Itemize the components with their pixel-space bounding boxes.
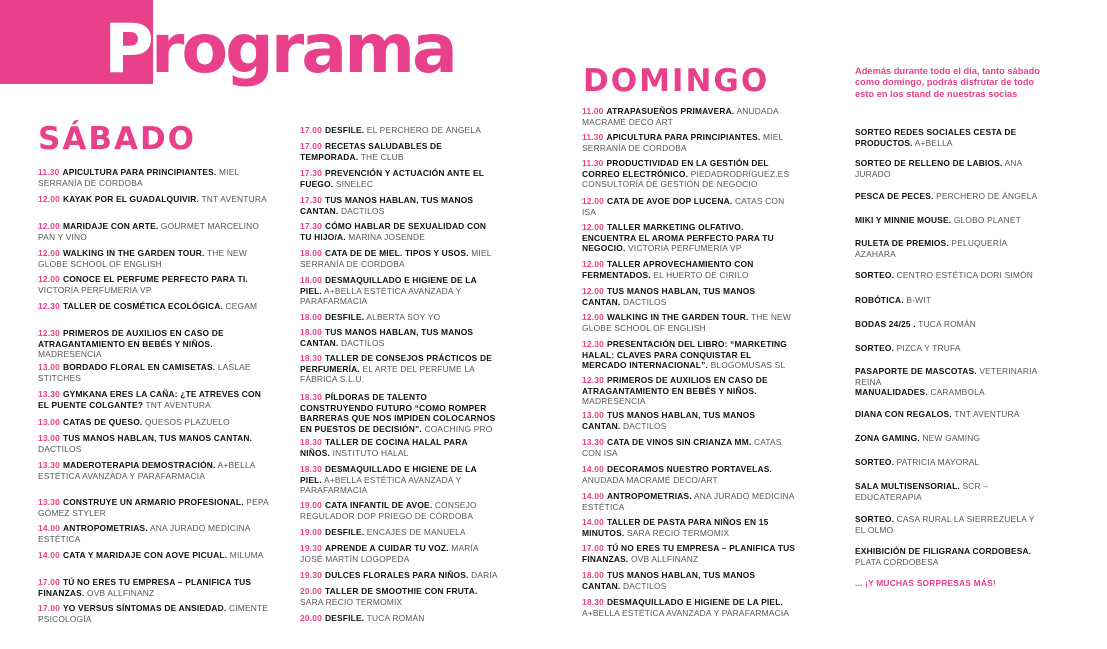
schedule-item: [855, 481, 1040, 502]
event-title: CÓMO HABLAR DE SEXUALIDAD CON TU HIJO/A.: [300, 221, 487, 242]
event-time: 18.30: [300, 392, 322, 402]
event-time: 12.00: [38, 194, 60, 204]
schedule-item: [855, 158, 1040, 179]
event-title: MIKI Y MINNIE MOUSE.: [855, 215, 952, 225]
event-title: TALLER DE CONSEJOS PRÁCTICOS DE PERFUMERÍA.: [300, 353, 493, 374]
event-host: INSTITUTO HALAL: [332, 447, 409, 458]
event-host: TNT AVENTURA: [201, 194, 267, 204]
schedule-item: [582, 158, 796, 190]
event-host: TNT AVENTURA: [145, 399, 211, 410]
event-host: CATAS CON ISA: [582, 437, 782, 458]
event-title: TÚ NO ERES TU EMPRESA – PLANIFICA TUS FINANZAS.: [38, 577, 252, 598]
schedule-item: [582, 570, 796, 591]
event-title: SORTEO DE RELLENO DE LABIOS.: [855, 158, 1003, 168]
event-title: PESCA DE PECES.: [855, 191, 934, 201]
event-title: SORTEO.: [855, 343, 895, 353]
event-title: CATA DE DE MIEL. TIPOS Y USOS.: [324, 248, 469, 258]
schedule-item: [38, 389, 270, 410]
event-host: GLOBO PLANET: [953, 215, 1021, 225]
schedule-item: [38, 460, 270, 481]
event-host: PIEDADRODRÍGUEZ.ES CONSULTORÍA DE GESTIÓN DE NEGOCIO: [582, 168, 790, 189]
schedule-item: [300, 570, 500, 581]
event-host: VETERINARIA REINA: [855, 366, 1037, 387]
page-title-rest: rograma: [150, 10, 455, 89]
event-host: A+BELLA ESTÉTICA AVANZADA Y PARAFARMACIA: [300, 285, 462, 306]
event-time: 19.00: [300, 500, 322, 510]
event-title: YO VERSUS SÍNTOMAS DE ANSIEDAD.: [62, 603, 227, 613]
event-host: LASLAE STITCHES: [38, 362, 251, 383]
event-host: CONSEJO REGULADOR DOP PRIEGO DE CÓRDOBA: [300, 500, 477, 521]
event-time: 14.00: [582, 491, 604, 501]
schedule-item: [300, 464, 500, 496]
event-title: RECETAS SALUDABLES DE TEMPORADA.: [300, 141, 443, 162]
event-host: CEGAM: [225, 301, 258, 311]
event-title: TALLER DE COSMÉTICA ECOLÓGICA.: [62, 301, 223, 311]
event-time: 12.30: [582, 375, 604, 385]
event-title: DESMAQUILLADO E HIGIENE DE LA PIEL.: [300, 464, 477, 485]
day-heading-sabado: SÁBADO: [38, 121, 197, 157]
day-heading-domingo: DOMINGO: [583, 63, 770, 99]
event-title: TALLER DE SMOOTHIE CON FRUTA.: [324, 586, 478, 596]
event-title: PREVENCIÓN Y ACTUACIÓN ANTE EL FUEGO.: [300, 168, 484, 189]
event-host: TUCA ROMÁN: [918, 319, 977, 329]
event-title: CONOCE EL PERFUME PERFECTO PARA TI.: [62, 274, 248, 284]
event-host: NEW GAMING: [922, 433, 981, 443]
event-time: 18.00: [582, 570, 604, 580]
event-title: PÍLDORAS DE TALENTO CONSTRUYENDO FUTURO “COMO ROMPER BARRERAS QUE NOS IMPIDEN COLOCARNOS EN PUESTOS DE DECISIÓN”.: [300, 392, 496, 434]
schedule-item: [38, 523, 270, 544]
schedule-item: [300, 312, 500, 323]
event-time: 12.30: [38, 328, 60, 338]
extras-final-note: ... ¡Y MUCHAS SORPRESAS MÁS!: [855, 578, 996, 588]
event-host: MIEL SERRANÍA DE CORDOBA: [38, 167, 240, 188]
page-title-first-letter: P: [104, 10, 151, 89]
schedule-item: [300, 221, 500, 242]
event-time: 20.00: [300, 613, 322, 623]
event-host: EL ARTE DEL PERFUME LA FÁBRICA S.L.U.: [300, 363, 475, 384]
event-host: QUESOS PLAZUELO: [144, 417, 230, 427]
event-host: PELUQUERÍA AZAHARA: [855, 238, 1007, 259]
event-host: A+BELLA ESTÉTICA AVANZADA Y PARAFARMACIA: [38, 460, 256, 481]
event-title: CATA Y MARIDAJE CON AOVE PICUAL.: [62, 550, 228, 560]
schedule-item: [855, 343, 1040, 354]
event-time: 12.00: [582, 196, 604, 206]
event-time: 13.00: [38, 433, 60, 443]
event-title: TALLER DE COCINA HALAL PARA NIÑOS.: [300, 437, 468, 458]
event-title: BORDADO FLORAL EN CAMISETAS.: [62, 362, 216, 372]
event-time: 17.00: [300, 125, 322, 135]
schedule-item: [38, 194, 270, 205]
schedule-item: [582, 222, 796, 254]
event-title: TUS MANOS HABLAN, TUS MANOS CANTAN.: [300, 327, 474, 348]
event-title: PRESENTACIÓN DEL LIBRO: “MARKETING HALAL: CLAVES PARA CONQUISTAR EL MERCADO INTERNACIONAL”.: [582, 339, 788, 370]
event-time: 19.30: [300, 570, 322, 580]
schedule-item: [300, 353, 500, 385]
event-title: SORTEO REDES SOCIALES CESTA DE PRODUCTOS.: [855, 127, 1017, 148]
event-host: MADRESENCIA: [38, 349, 102, 359]
event-title: TALLER DE PASTA PARA NIÑOS EN 15 MINUTOS.: [582, 517, 769, 538]
event-title: PASAPORTE DE MASCOTAS.: [855, 366, 977, 376]
schedule-item: [855, 215, 1040, 226]
event-title: TALLER MARKETING OLFATIVO. ENCUENTRA EL AROMA PERFECTO PARA TU NEGOCIO.: [582, 222, 774, 253]
event-title: MARIDAJE CON ARTE.: [62, 221, 159, 231]
event-time: 11.30: [38, 167, 60, 177]
event-host: ANUDADA MACRAMÉ DECO ART: [582, 106, 779, 127]
event-time: 17.00: [300, 141, 322, 151]
event-title: DECORAMOS NUESTRO PORTAVELAS.: [606, 464, 773, 474]
schedule-item: [300, 586, 500, 607]
event-host: ALBERTA SOY YO: [366, 312, 441, 322]
event-host: OVB ALLFINANZ: [87, 587, 155, 598]
event-host: VICTORIA PERFUMERIA VP: [38, 284, 152, 295]
event-host: CIMENTE PSICOLOGÍA: [38, 603, 269, 624]
event-time: 17.00: [38, 577, 60, 587]
event-title: TÚ NO ERES TU EMPRESA – PLANIFICA TUS FINANZAS.: [582, 543, 796, 564]
event-host: ANA JURADO MEDICINA ESTÉTICA: [38, 523, 251, 544]
event-title: APICULTURA PARA PRINCIPIANTES.: [62, 167, 217, 177]
extras-intro: Además durante todo el día, tanto sábado como domingo, podrás disfrutar de todo esto en los stand de nuestras socias: [855, 66, 1040, 99]
event-host: VICTORIA PERFUMERIA VP: [628, 243, 742, 253]
schedule-item: [582, 437, 796, 458]
event-title: EXHIBICIÓN DE FILIGRANA CORDOBESA.: [855, 546, 1032, 556]
event-title: APICULTURA PARA PRINCIPIANTES.: [606, 132, 761, 142]
event-time: 17.30: [300, 221, 322, 231]
event-time: 12.00: [38, 248, 60, 258]
event-time: 12.00: [582, 222, 604, 232]
schedule-item: [582, 491, 796, 512]
event-title: CATA DE AVOE DOP LUCENA.: [606, 196, 733, 206]
event-title: CATAS DE QUESO.: [62, 417, 143, 427]
schedule-item: [300, 327, 500, 348]
event-host: TUCA ROMÁN: [366, 613, 425, 623]
event-host: TNT AVENTURA: [954, 409, 1020, 419]
schedule-item: [582, 196, 796, 217]
schedule-item: [582, 517, 796, 538]
event-title: TUS MANOS HABLAN, TUS MANOS CANTAN.: [582, 410, 756, 431]
schedule-item: [38, 550, 270, 561]
event-host: A+BELLA ESTÉTICA AVANZADA Y PARAFARMACIA: [582, 607, 790, 618]
event-time: 18.00: [300, 312, 322, 322]
event-time: 13.00: [38, 362, 60, 372]
event-title: GYMKANA ERES LA CAÑA: ¿TE ATREVES CON EL PUENTE COLGANTE?: [38, 389, 261, 410]
schedule-item: [38, 167, 270, 188]
event-time: 14.00: [582, 464, 604, 474]
event-time: 13.00: [582, 410, 604, 420]
schedule-item: [582, 597, 796, 618]
event-host: THE CLUB: [360, 151, 404, 162]
page-title: [104, 10, 455, 89]
event-time: 12.00: [38, 221, 60, 231]
schedule-item: [855, 295, 1040, 306]
schedule-item: [38, 328, 270, 360]
event-title: TUS MANOS HABLAN, TUS MANOS CANTAN.: [582, 286, 756, 307]
event-title: TALLER APROVECHAMIENTO CON FERMENTADOS.: [582, 259, 754, 280]
schedule-item: [38, 301, 270, 312]
schedule-item: [855, 457, 1040, 468]
event-host: A+BELLA ESTÉTICA AVANZADA Y PARAFARMACIA: [300, 474, 462, 495]
event-host: COACHING PRO: [424, 423, 493, 434]
schedule-item: [300, 125, 500, 136]
event-host: PERCHERO DE ÁNGELA: [936, 191, 1038, 201]
event-host: BLOGOMUSAS SL: [710, 360, 786, 370]
schedule-item: [582, 312, 796, 333]
event-time: 13.30: [582, 437, 604, 447]
event-title: ATRAPASUEÑOS PRIMAVERA.: [606, 106, 735, 116]
event-host: CATAS CON ISA: [582, 196, 785, 217]
event-time: 18.00: [300, 248, 322, 258]
event-host: SCR – EDUCATERAPIA: [855, 481, 989, 502]
event-time: 18.00: [300, 275, 322, 285]
event-time: 18.30: [582, 597, 604, 607]
event-title: SORTEO.: [855, 270, 895, 280]
event-host: MARINA JOSENDE: [348, 231, 426, 242]
event-time: 20.00: [300, 586, 322, 596]
schedule-item: [38, 248, 270, 269]
schedule-item: [855, 270, 1040, 281]
event-time: 11.30: [582, 158, 604, 168]
event-time: 14.00: [38, 523, 60, 533]
event-title: TUS MANOS HABLAN, TUS MANOS CANTAN.: [62, 433, 253, 443]
event-host: DACTILOS: [623, 296, 667, 307]
event-title: DESFILE.: [324, 527, 365, 537]
event-title: DESFILE.: [324, 613, 365, 623]
event-host: ANUDADA MACRAMÉ DECO/ART: [582, 474, 718, 485]
schedule-item: [300, 275, 500, 307]
event-host: CARAMBOLA: [930, 387, 985, 397]
event-title: SALA MULTISENSORIAL.: [855, 481, 960, 491]
schedule-item: [38, 433, 270, 454]
event-time: 19.30: [300, 543, 322, 553]
schedule-item: [855, 514, 1040, 535]
event-time: 18.00: [300, 327, 322, 337]
event-time: 12.00: [582, 286, 604, 296]
event-host: PEPA GÓMEZ STYLER: [38, 497, 269, 518]
event-time: 18.30: [300, 437, 322, 447]
event-title: DESMAQUILLADO E HIGIENE DE LA PIEL.: [606, 597, 784, 607]
event-host: SINELEC: [335, 178, 374, 189]
schedule-item: [300, 392, 500, 434]
event-host: DACTILOS: [623, 580, 667, 591]
event-title: ANTROPOMETRIAS.: [62, 523, 148, 533]
event-title: WALKING IN THE GARDEN TOUR.: [62, 248, 205, 258]
event-time: 17.00: [38, 603, 60, 613]
schedule-item: [300, 248, 500, 269]
event-host: SARA RECIO TERMOMIX: [626, 527, 730, 538]
schedule-item: [38, 362, 270, 383]
schedule-item: [300, 613, 500, 624]
schedule-item: [855, 319, 1040, 330]
schedule-item: [855, 127, 1040, 148]
event-time: 14.00: [38, 550, 60, 560]
event-host: DACTILOS: [38, 443, 82, 454]
event-host: ENCAJES DE MANUELA: [366, 527, 466, 537]
event-title: DESMAQUILLADO E HIGIENE DE LA PIEL.: [300, 275, 477, 296]
event-time: 13.00: [38, 417, 60, 427]
event-title: ZONA GAMING.: [855, 433, 920, 443]
schedule-item: [300, 168, 500, 189]
event-time: 13.30: [38, 497, 60, 507]
event-title: MADEROTERAPIA DEMOSTRACIÓN.: [62, 460, 216, 470]
schedule-item: [582, 543, 796, 564]
event-host: A+BELLA: [914, 137, 953, 148]
event-host: GOURMET MARCELINO PAN Y VINO: [38, 221, 260, 242]
schedule-item: [582, 375, 796, 407]
event-time: 17.30: [300, 195, 322, 205]
event-host: OVB ALLFINANZ: [631, 553, 699, 564]
event-title: DESFILE.: [324, 125, 365, 135]
event-host: EL PERCHERO DE ÁNGELA: [366, 125, 481, 135]
schedule-item: [582, 286, 796, 307]
event-host: MILUMA: [229, 550, 264, 560]
event-host: DACTILOS: [341, 205, 385, 216]
schedule-item: [855, 366, 1040, 387]
event-time: 13.30: [38, 460, 60, 470]
event-title: PRIMEROS DE AUXILIOS EN CASO DE ATRAGANTAMIENTO EN BEBÉS Y NIÑOS.: [38, 328, 224, 349]
event-title: CONSTRUYE UN ARMARIO PROFESIONAL.: [62, 497, 244, 507]
event-title: ROBÓTICA.: [855, 295, 904, 305]
event-time: 17.00: [582, 543, 604, 553]
event-time: 12.30: [38, 301, 60, 311]
event-host: MADRESENCIA: [582, 396, 646, 406]
schedule-item: [582, 259, 796, 280]
event-title: SORTEO.: [855, 514, 895, 524]
event-host: PIZCA Y TRUFA: [896, 343, 961, 353]
event-time: 19.00: [300, 527, 322, 537]
schedule-item: [38, 577, 270, 598]
event-time: 17.30: [300, 168, 322, 178]
schedule-item: [38, 221, 270, 242]
event-title: TUS MANOS HABLAN, TUS MANOS CANTAN.: [300, 195, 474, 216]
event-time: 18.30: [300, 353, 322, 363]
schedule-item: [582, 464, 796, 485]
event-time: 13.30: [38, 389, 60, 399]
schedule-item: [300, 195, 500, 216]
event-host: THE NEW GLOBE SCHOOL OF ENGLISH: [38, 248, 247, 269]
event-host: ANA JURADO: [855, 158, 1022, 179]
schedule-item: [582, 339, 796, 371]
event-title: DIANA CON REGALOS.: [855, 409, 952, 419]
event-host: MIEL SERRANÍA DE CORDOBA: [582, 132, 784, 153]
event-title: CATA INFANTIL DE AVOE.: [324, 500, 433, 510]
event-host: THE NEW GLOBE SCHOOL OF ENGLISH: [582, 312, 791, 333]
event-time: 12.00: [582, 259, 604, 269]
event-host: ANA JURADO MEDICINA ESTÉTICA: [582, 491, 795, 512]
schedule-item: [855, 433, 1040, 444]
event-title: BODAS 24/25 .: [855, 319, 916, 329]
event-title: DULCES FLORALES PARA NIÑOS.: [324, 570, 469, 580]
event-title: TUS MANOS HABLAN, TUS MANOS CANTAN.: [582, 570, 756, 591]
schedule-item: [38, 497, 270, 518]
event-host: B-WIT: [906, 295, 932, 305]
event-host: DACTILOS: [623, 420, 667, 431]
event-title: KAYAK POR EL GUADALQUIVIR.: [62, 194, 200, 204]
event-host: MIEL SERRANÍA DE CORDOBA: [300, 248, 492, 269]
schedule-item: [300, 527, 500, 538]
event-title: DESFILE.: [324, 312, 365, 322]
event-time: 18.30: [300, 464, 322, 474]
schedule-item: [855, 409, 1040, 420]
event-title: APRENDE A CUIDAR TU VOZ.: [324, 543, 449, 553]
schedule-item: [582, 132, 796, 153]
schedule-item: [855, 387, 1040, 398]
schedule-item: [38, 603, 270, 624]
event-host: EL HUERTO DE CIRILO: [653, 269, 749, 280]
event-host: PATRICIA MAYORAL: [896, 457, 980, 467]
schedule-item: [300, 141, 500, 162]
event-title: WALKING IN THE GARDEN TOUR.: [606, 312, 749, 322]
event-title: MANUALIDADES.: [855, 387, 928, 397]
event-time: 11.30: [582, 132, 604, 142]
event-title: RULETA DE PREMIOS.: [855, 238, 949, 248]
event-host: CENTRO ESTÉTICA DORI SIMÓN: [896, 270, 1034, 280]
event-host: SARA RECIO TERMOMIX: [300, 596, 403, 607]
schedule-item: [300, 543, 500, 564]
event-host: CASA RURAL LA SIERREZUELA Y EL OLMO: [855, 514, 1035, 535]
schedule-item: [300, 437, 500, 458]
event-time: 12.30: [582, 339, 604, 349]
event-title: ANTROPOMETRIAS.: [606, 491, 692, 501]
event-host: DACTILOS: [341, 337, 385, 348]
schedule-item: [855, 191, 1040, 202]
event-host: MARÍA JOSÉ MARTÍN LOGOPEDA: [300, 543, 479, 564]
schedule-item: [855, 238, 1040, 259]
event-title: SORTEO.: [855, 457, 895, 467]
event-title: PRIMEROS DE AUXILIOS EN CASO DE ATRAGANTAMIENTO EN BEBÉS Y NIÑOS.: [582, 375, 768, 396]
event-title: CATA DE VINOS SIN CRIANZA MM.: [606, 437, 752, 447]
schedule-item: [38, 417, 270, 428]
schedule-item: [855, 546, 1040, 567]
event-host: DARIA: [471, 570, 498, 580]
schedule-item: [582, 410, 796, 431]
event-time: 12.00: [582, 312, 604, 322]
event-host: PLATA CORDOBESA: [855, 556, 939, 567]
schedule-item: [300, 500, 500, 521]
event-time: 14.00: [582, 517, 604, 527]
event-title: PRODUCTIVIDAD EN LA GESTIÓN DEL CORREO ELECTRÓNICO.: [582, 158, 769, 179]
schedule-item: [582, 106, 796, 127]
event-time: 12.00: [38, 274, 60, 284]
schedule-item: [38, 274, 270, 295]
event-time: 11.00: [582, 106, 604, 116]
